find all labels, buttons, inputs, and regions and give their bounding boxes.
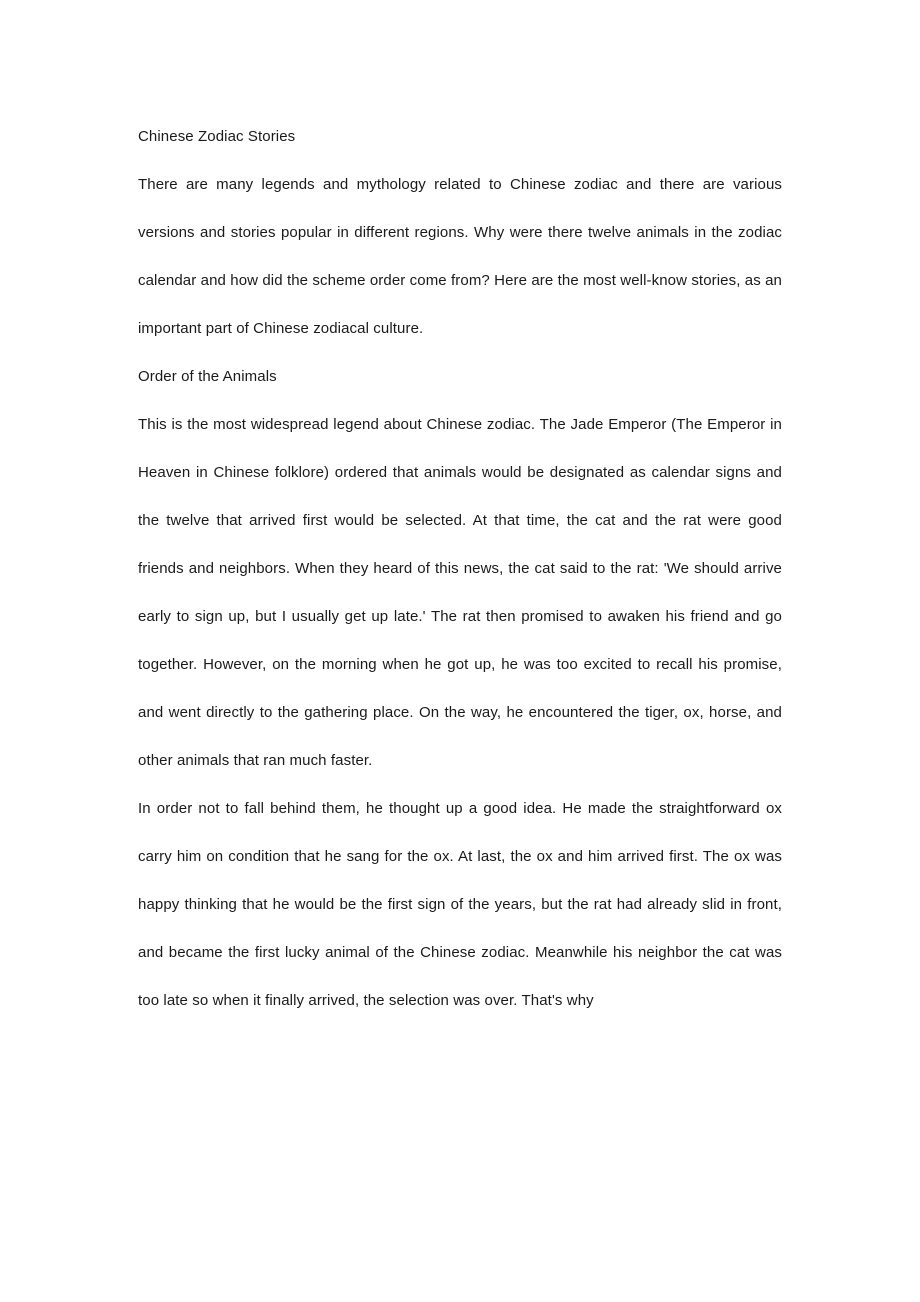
story-paragraph-1: This is the most widespread legend about Chinese zodiac. The Jade Emperor (The Emperor in Heaven in Chinese folklore) ordered that animals would be designated as calendar signs and the twelve that arrived first would be selected. At that time, the cat and the rat were good friends and neighbors. When they heard of this news, the cat said to the rat: 'We should arrive early to sign up, but I usually get up late.' The rat then promised to awaken his friend and go together. However, on the morning when he got up, he was too excited to recall his promise, and went directly to the gathering place. On the way, he encountered the tiger, ox, horse, and other animals that ran much faster. [138,416,782,769]
document-body [138,113,782,1025]
document-title: Chinese Zodiac Stories [138,128,296,145]
story-paragraph-2: In order not to fall behind them, he thought up a good idea. He made the straightforward ox carry him on condition that he sang for the ox. At last, the ox and him arrived first. The ox was happy thinking that he would be the first sign of the years, but the rat had already slid in front, and became the first lucky animal of the Chinese zodiac. Meanwhile his neighbor the cat was too late so when it finally arrived, the selection was over. That's why [138,800,782,1009]
intro-paragraph: There are many legends and mythology related to Chinese zodiac and there are various versions and stories popular in different regions. Why were there twelve animals in the zodiac calendar and how did the scheme order come from? Here are the most well-know stories, as an important part of Chinese zodiacal culture. [138,176,782,337]
section-heading: Order of the Animals [138,368,277,385]
